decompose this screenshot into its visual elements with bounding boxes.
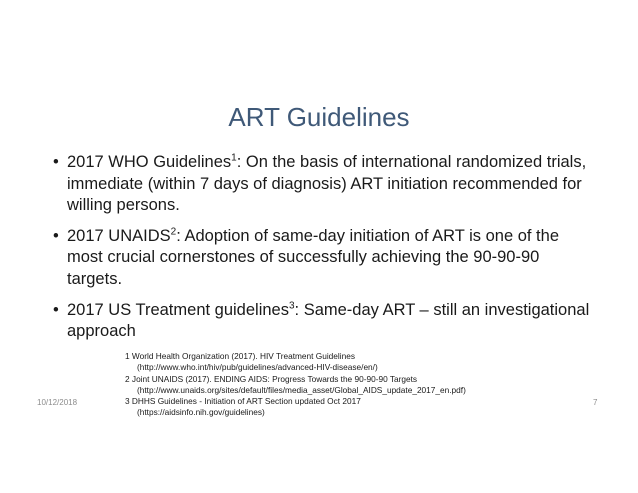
reference-line: 3 DHHS Guidelines - Initiation of ART Section updated Oct 2017 bbox=[125, 396, 361, 407]
footer-date: 10/12/2018 bbox=[37, 398, 78, 407]
reference-line: 2 Joint UNAIDS (2017). ENDING AIDS: Progress Towards the 90-90-90 Targets bbox=[125, 373, 418, 384]
slide-title: ART Guidelines bbox=[228, 102, 410, 132]
bullet-list bbox=[53, 152, 598, 352]
bullet-lead: 2017 WHO Guidelines bbox=[67, 153, 232, 171]
page-number: 7 bbox=[593, 398, 598, 407]
bullet-item bbox=[53, 152, 598, 217]
reference-link: (http://www.who.int/hiv/pub/guidelines/advanced-HIV-disease/en/) bbox=[137, 362, 378, 373]
bullet-text: : Adoption of same-day initiation of ART is one of the most crucial cornerstones of successfully achieving the 90-90-90 targets. bbox=[67, 226, 559, 288]
reference-link: (http://www.unaids.org/sites/default/files/media_asset/Global_AIDS_update_2017_en.pdf) bbox=[137, 384, 466, 395]
reference-link: (https://aidsinfo.nih.gov/guidelines) bbox=[137, 407, 265, 418]
footnote-marker: 3 bbox=[288, 300, 295, 312]
bullet-marker: • bbox=[53, 153, 59, 171]
bullet-lead: 2017 UNAIDS bbox=[67, 226, 171, 245]
reference-line: 1 World Health Organization (2017). HIV Treatment Guidelines bbox=[125, 351, 355, 361]
bullet-item bbox=[53, 300, 598, 343]
bullet-item bbox=[53, 226, 598, 291]
footnote-marker: 2 bbox=[170, 226, 177, 238]
bullet-text: : On the basis of international randomized trials, immediate (within 7 days of diagnosis) ART initiation recommended for willing persons. bbox=[67, 153, 587, 215]
footnote-marker: 1 bbox=[231, 152, 237, 164]
bullet-marker: • bbox=[53, 226, 59, 245]
references bbox=[125, 351, 565, 419]
bullet-lead: 2017 US Treatment guidelines bbox=[67, 300, 289, 319]
bullet-marker: • bbox=[53, 300, 59, 319]
bullet-text: : Same-day ART – still an investigational approach bbox=[67, 300, 590, 341]
